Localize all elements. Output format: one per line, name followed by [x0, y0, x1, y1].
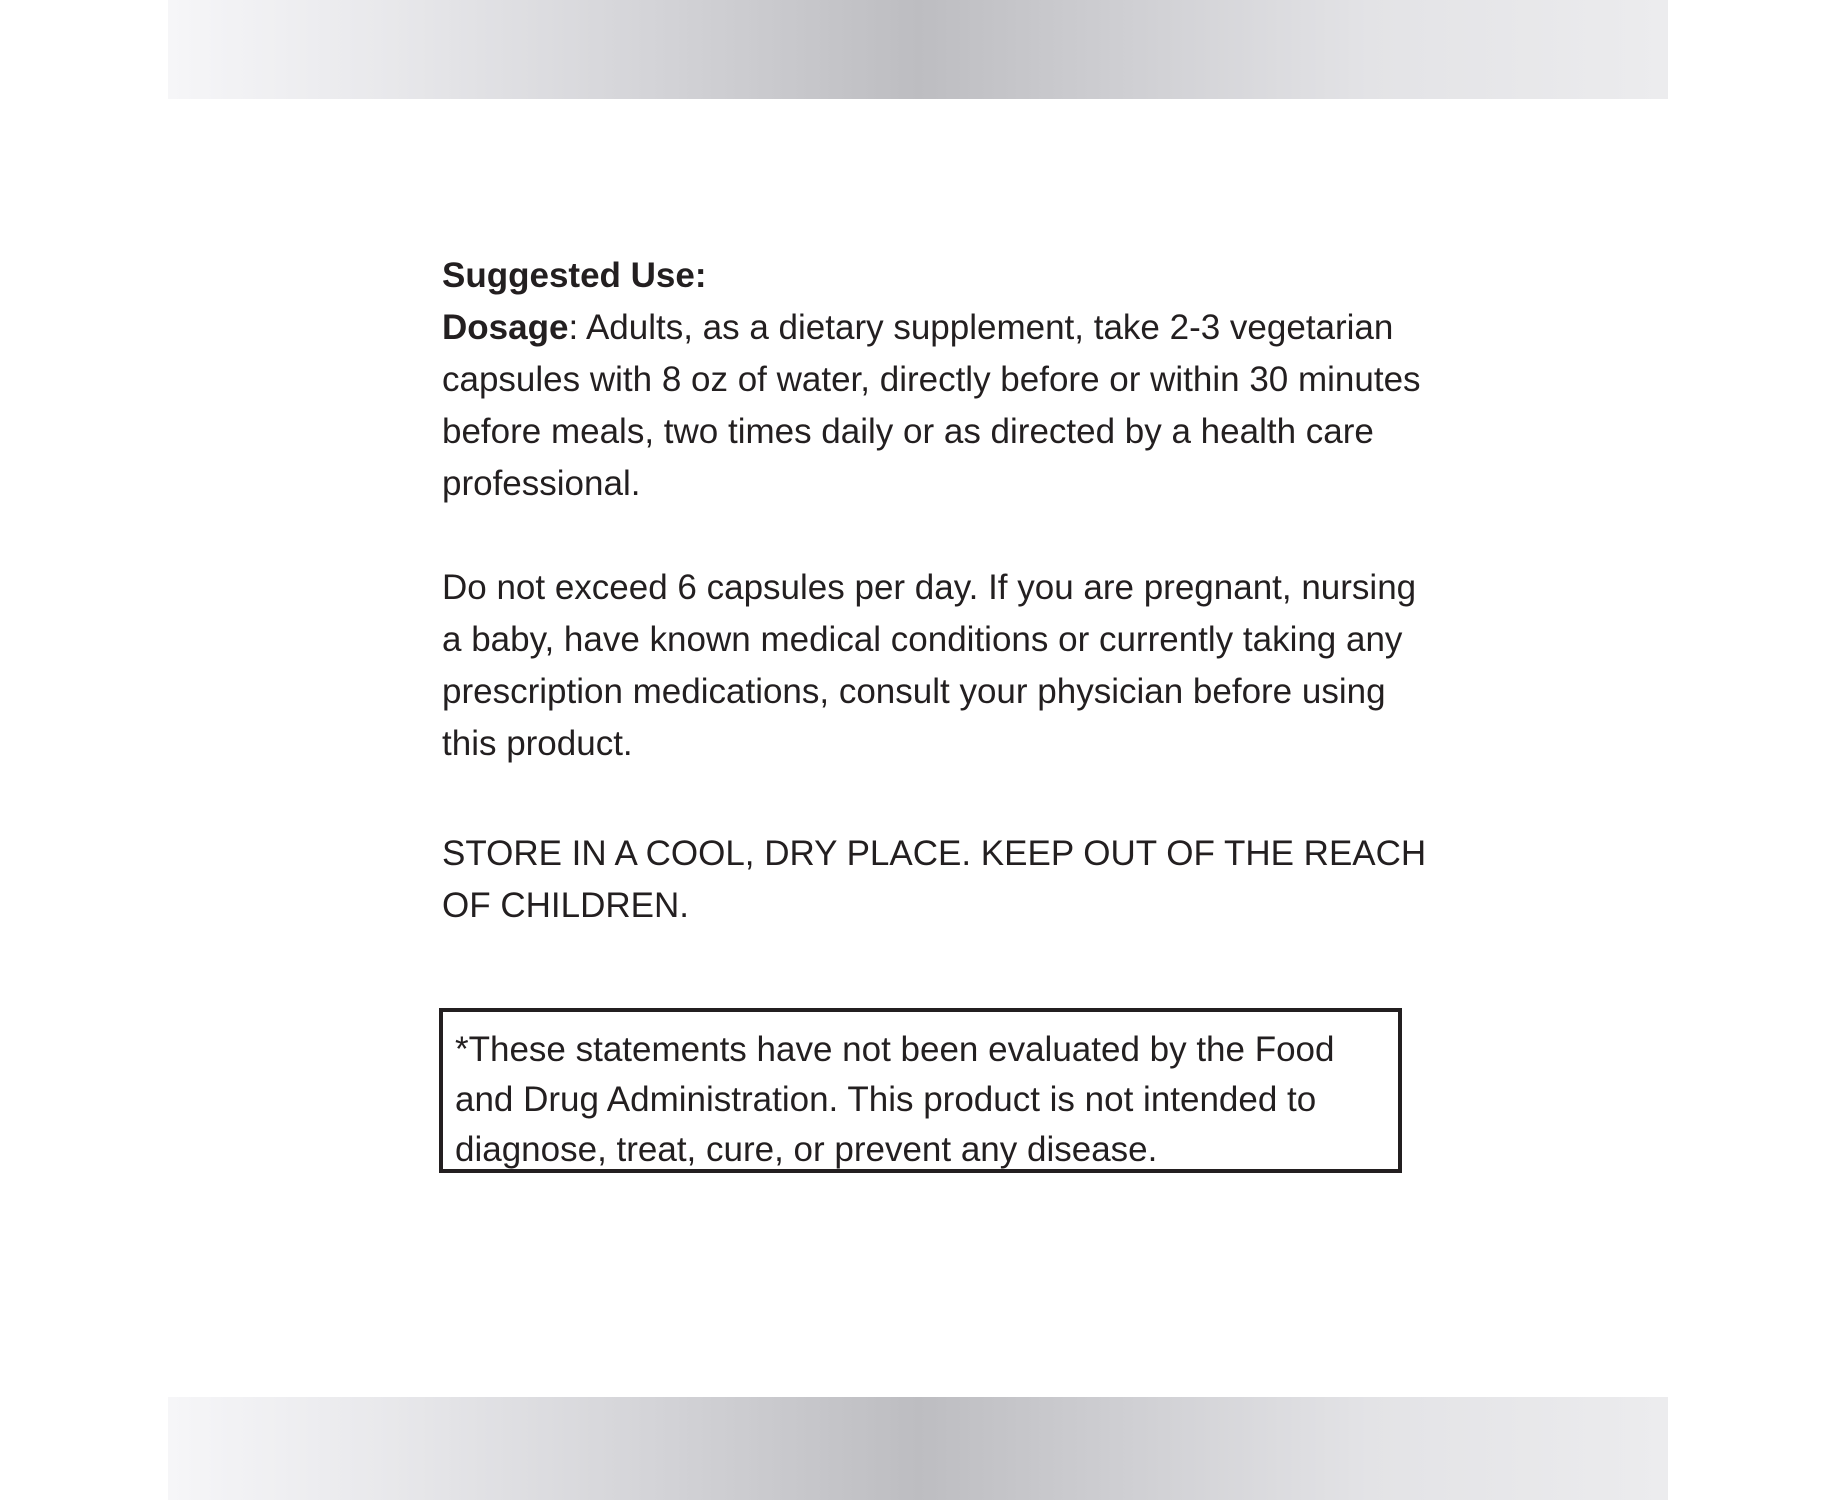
dosage-text: : Adults, as a dietary supplement, take 2-3 vegetarian capsules with 8 oz of water, directly before or within 30 minutes before meals, two times daily or as directed by a health care professional. [442, 308, 1421, 503]
dosage-label: Dosage [442, 308, 569, 347]
warning-paragraph: Do not exceed 6 capsules per day. If you are pregnant, nursing a baby, have known medical conditions or currently taking any prescription medications, consult your physician before using this product. [442, 568, 1417, 763]
storage-paragraph: STORE IN A COOL, DRY PLACE. KEEP OUT OF THE REACH OF CHILDREN. [442, 834, 1427, 925]
top-gradient-band [168, 0, 1668, 99]
bottom-gradient-band [168, 1397, 1668, 1500]
fda-disclaimer-text: *These statements have not been evaluated by the Food and Drug Administration. This product is not intended to diagnose, treat, cure, or prevent any disease. [455, 1030, 1335, 1169]
suggested-use-section [442, 250, 1442, 932]
dosage-paragraph [442, 302, 1442, 510]
fda-disclaimer-box [439, 1008, 1402, 1173]
suggested-use-heading: Suggested Use: [442, 256, 707, 295]
